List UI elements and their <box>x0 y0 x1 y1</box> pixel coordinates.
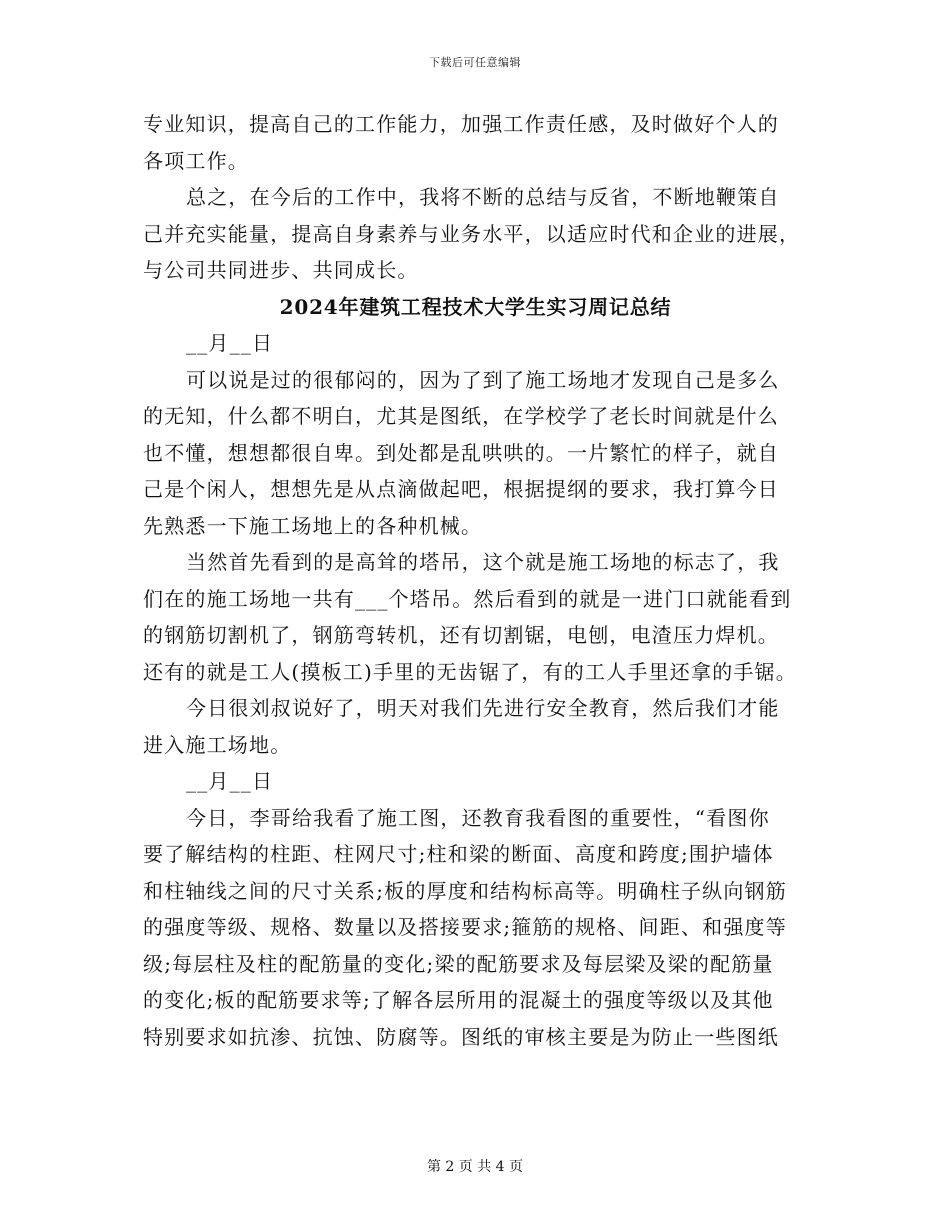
text-line: 也不懂，想想都很自卑。到处都是乱哄哄的。一片繁忙的样子，就自 <box>143 440 779 465</box>
text-line: 和柱轴线之间的尺寸关系;板的厚度和结构标高等。明确柱子纵向钢筋 <box>143 878 787 903</box>
text-line: 级;每层柱及柱的配筋量的变化;梁的配筋要求及每层梁及梁的配筋量 <box>143 951 774 976</box>
text-line: 还有的就是工人(摸板工)手里的无齿锯了，有的工人手里还拿的手锯。 <box>143 659 798 684</box>
section-title: 2024年建筑工程技术大学生实习周记总结 <box>279 294 672 319</box>
text-line: 要了解结构的柱距、柱网尺寸;柱和梁的断面、高度和跨度;围护墙体 <box>143 842 774 866</box>
text-line: 的变化;板的配筋要求等;了解各层所用的混凝土的强度等级以及其他 <box>143 988 774 1012</box>
document-body <box>143 106 808 1055</box>
paragraph-start: 当然首先看到的是高耸的塔吊，这个就是施工场地的标志了，我 <box>186 550 780 574</box>
date-line: __月__日 <box>186 331 274 355</box>
text-line: 己是个闲人，想想先是从点滴做起吧，根据提纲的要求，我打算今日 <box>143 477 779 501</box>
text-line: 各项工作。 <box>143 148 249 173</box>
text-line: 的无知，什么都不明白，尤其是图纸，在学校学了老长时间就是什么 <box>143 404 779 428</box>
page-header: 下载后可任意编辑 <box>429 56 521 69</box>
text-line: 进入施工场地。 <box>143 732 292 757</box>
text-line: 与公司共同进步、共同成长。 <box>143 258 419 282</box>
text-line: 们在的施工场地一共有___个塔吊。然后看到的就是一进门口就能看到 <box>143 586 792 611</box>
page-number: 第 2 页 共 4 页 <box>426 1159 524 1175</box>
text-line: 的钢筋切割机了，钢筋弯转机，还有切割锯，电刨，电渣压力焊机。 <box>143 623 779 647</box>
paragraph-start: 今日很刘叔说好了，明天对我们先进行安全教育，然后我们才能 <box>186 696 780 720</box>
text-line: 专业知识，提高自己的工作能力，加强工作责任感，及时做好个人的 <box>143 112 779 136</box>
paragraph-start: 总之，在今后的工作中，我将不断的总结与反省，不断地鞭策自 <box>186 185 780 209</box>
paragraph-start: 今日，李哥给我看了施工图，还教育我看图的重要性，“看图你 <box>186 805 770 830</box>
text-line: 特别要求如抗渗、抗蚀、防腐等。图纸的审核主要是为防止一些图纸 <box>143 1024 779 1049</box>
text-line: 先熟悉一下施工场地上的各种机械。 <box>143 513 483 538</box>
text-line: 己并充实能量，提高自身素养与业务水平，以适应时代和企业的进展， <box>143 221 801 246</box>
text-line: 的强度等级、规格、数量以及搭接要求;箍筋的规格、间距、和强度等 <box>143 915 787 939</box>
date-line: __月__日 <box>186 769 274 793</box>
paragraph-start: 可以说是过的很郁闷的，因为了到了施工场地才发现自己是多么 <box>186 367 780 392</box>
